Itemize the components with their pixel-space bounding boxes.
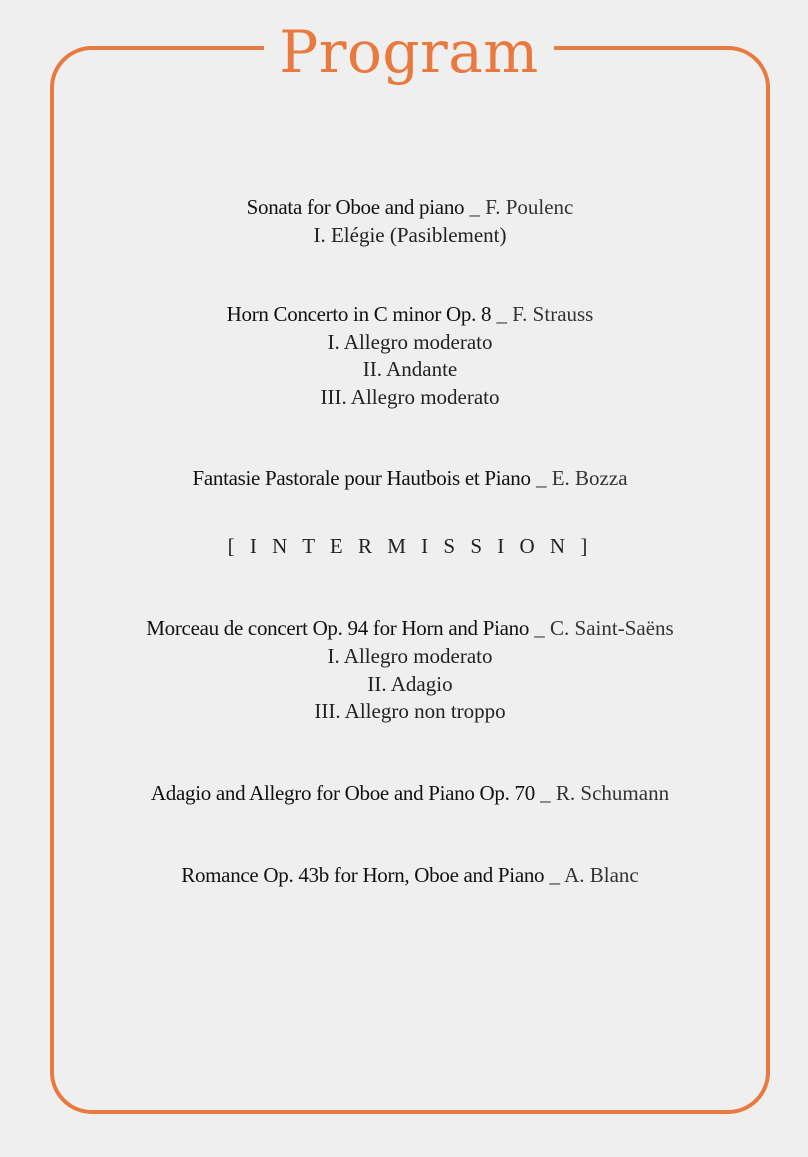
movement: I. Allegro moderato — [327, 644, 493, 668]
composer-name: _ E. Bozza — [535, 466, 628, 490]
composer-name: _ R. Schumann — [540, 780, 670, 805]
program-item — [60, 192, 760, 250]
composer-name: _ F. Poulenc — [469, 195, 574, 219]
movement: I. Elégie (Pasiblement) — [313, 223, 507, 247]
movement: II. Andante — [362, 357, 458, 381]
piece-title: Morceau de concert Op. 94 for Horn and Piano — [146, 616, 530, 640]
piece-title: Romance Op. 43b for Horn, Oboe and Piano — [181, 862, 545, 887]
movement: III. Allegro moderato — [320, 384, 500, 409]
piece-title: Horn Concerto in C minor Op. 8 — [226, 301, 492, 326]
piece-heading — [60, 613, 760, 643]
piece-heading — [60, 299, 760, 329]
piece-heading — [60, 463, 760, 493]
title-container — [264, 12, 554, 92]
piece-title: Fantasie Pastorale pour Hautbois et Piano — [192, 466, 531, 490]
piece-heading — [60, 778, 760, 808]
composer-name: _ F. Strauss — [496, 301, 594, 326]
page-title: Program — [279, 18, 539, 86]
composer-name: _ C. Saint-Saëns — [534, 616, 674, 640]
program-list — [60, 192, 760, 890]
program-item — [60, 299, 760, 412]
intermission-label: [ I N T E R M I S S I O N ] — [227, 534, 593, 558]
movement: II. Adagio — [367, 671, 453, 696]
program-item — [60, 613, 760, 726]
piece-title: Adagio and Allegro for Oboe and Piano Op. 70 — [150, 780, 535, 805]
composer-name: _ A. Blanc — [549, 862, 639, 887]
program-item — [60, 778, 760, 808]
piece-heading — [60, 192, 760, 222]
piece-heading — [60, 860, 760, 890]
piece-title: Sonata for Oboe and piano — [246, 195, 465, 219]
movement: III. Allegro non troppo — [314, 699, 506, 723]
program-item — [60, 463, 760, 493]
program-item — [60, 860, 760, 890]
movement: I. Allegro moderato — [327, 329, 493, 354]
